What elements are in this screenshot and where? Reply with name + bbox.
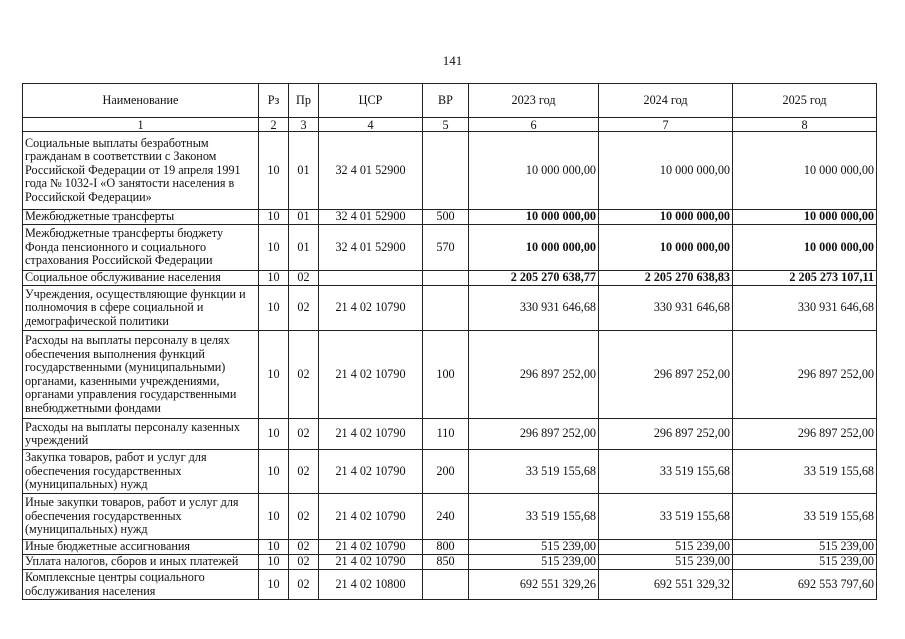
row-csr: 21 4 02 10790 <box>319 286 423 331</box>
row-2025: 692 553 797,60 <box>733 570 877 600</box>
row-rz: 10 <box>259 555 289 570</box>
header-csr: ЦСР <box>319 84 423 118</box>
row-2023: 10 000 000,00 <box>469 225 599 271</box>
row-name: Учреждения, осуществляющие функции и полномочия в сфере социальной и демографической политики <box>23 286 259 331</box>
header-2025: 2025 год <box>733 84 877 118</box>
row-pr: 01 <box>289 132 319 210</box>
row-2023: 296 897 252,00 <box>469 419 599 450</box>
row-rz: 10 <box>259 225 289 271</box>
row-2025: 33 519 155,68 <box>733 494 877 540</box>
row-name: Межбюджетные трансферты бюджету Фонда пенсионного и социального страхования Российской Федерации <box>23 225 259 271</box>
row-rz: 10 <box>259 271 289 286</box>
row-rz: 10 <box>259 540 289 555</box>
row-2024: 515 239,00 <box>599 540 733 555</box>
row-vr <box>423 286 469 331</box>
row-pr: 02 <box>289 286 319 331</box>
row-vr: 240 <box>423 494 469 540</box>
row-name: Расходы на выплаты персоналу казенных учреждений <box>23 419 259 450</box>
row-2025: 515 239,00 <box>733 555 877 570</box>
row-vr: 500 <box>423 210 469 225</box>
page-number: 141 <box>442 53 463 68</box>
row-pr: 02 <box>289 331 319 419</box>
row-name: Уплата налогов, сборов и иных платежей <box>23 555 259 570</box>
header-name: Наименование <box>23 84 259 118</box>
row-vr: 110 <box>423 419 469 450</box>
row-2023: 2 205 270 638,77 <box>469 271 599 286</box>
table-row <box>23 570 877 600</box>
table-row <box>23 555 877 570</box>
row-2025: 330 931 646,68 <box>733 286 877 331</box>
row-vr: 570 <box>423 225 469 271</box>
row-pr: 02 <box>289 419 319 450</box>
column-number: 2 <box>259 118 289 132</box>
row-2023: 33 519 155,68 <box>469 450 599 494</box>
row-2024: 330 931 646,68 <box>599 286 733 331</box>
row-csr: 32 4 01 52900 <box>319 210 423 225</box>
row-rz: 10 <box>259 210 289 225</box>
row-2025: 515 239,00 <box>733 540 877 555</box>
row-2024: 296 897 252,00 <box>599 419 733 450</box>
column-number: 4 <box>319 118 423 132</box>
column-number: 3 <box>289 118 319 132</box>
row-name: Комплексные центры социального обслуживания населения <box>23 570 259 600</box>
table-row <box>23 271 877 286</box>
row-rz: 10 <box>259 286 289 331</box>
row-2024: 10 000 000,00 <box>599 225 733 271</box>
header-rz: Рз <box>259 84 289 118</box>
row-2025: 33 519 155,68 <box>733 450 877 494</box>
row-csr: 21 4 02 10790 <box>319 540 423 555</box>
row-pr: 02 <box>289 540 319 555</box>
row-csr: 21 4 02 10800 <box>319 570 423 600</box>
row-csr: 21 4 02 10790 <box>319 450 423 494</box>
row-vr: 200 <box>423 450 469 494</box>
row-2023: 296 897 252,00 <box>469 331 599 419</box>
row-2023: 515 239,00 <box>469 555 599 570</box>
table-row <box>23 210 877 225</box>
table-row <box>23 132 877 210</box>
table-row <box>23 494 877 540</box>
table-row <box>23 331 877 419</box>
row-csr: 21 4 02 10790 <box>319 555 423 570</box>
row-csr: 32 4 01 52900 <box>319 225 423 271</box>
row-2024: 33 519 155,68 <box>599 494 733 540</box>
row-name: Закупка товаров, работ и услуг для обеспечения государственных (муниципальных) нужд <box>23 450 259 494</box>
row-vr <box>423 570 469 600</box>
row-csr: 21 4 02 10790 <box>319 419 423 450</box>
row-rz: 10 <box>259 331 289 419</box>
column-number: 1 <box>23 118 259 132</box>
row-rz: 10 <box>259 570 289 600</box>
row-csr: 32 4 01 52900 <box>319 132 423 210</box>
row-pr: 02 <box>289 271 319 286</box>
row-name: Социальное обслуживание населения <box>23 271 259 286</box>
row-name: Социальные выплаты безработным гражданам в соответствии с Законом Российской Федерации от 19 апреля 1991 года № 1032-I «О занятости населения в Российской Федерации» <box>23 132 259 210</box>
row-rz: 10 <box>259 450 289 494</box>
row-vr <box>423 132 469 210</box>
table-row <box>23 540 877 555</box>
row-2025: 10 000 000,00 <box>733 132 877 210</box>
row-2023: 515 239,00 <box>469 540 599 555</box>
row-pr: 01 <box>289 210 319 225</box>
row-2023: 692 551 329,26 <box>469 570 599 600</box>
row-2024: 2 205 270 638,83 <box>599 271 733 286</box>
column-number: 5 <box>423 118 469 132</box>
table-row <box>23 286 877 331</box>
row-2025: 10 000 000,00 <box>733 210 877 225</box>
row-2025: 296 897 252,00 <box>733 331 877 419</box>
row-rz: 10 <box>259 419 289 450</box>
row-csr <box>319 271 423 286</box>
row-2024: 296 897 252,00 <box>599 331 733 419</box>
row-csr: 21 4 02 10790 <box>319 331 423 419</box>
row-2023: 10 000 000,00 <box>469 210 599 225</box>
column-number: 6 <box>469 118 599 132</box>
row-vr <box>423 271 469 286</box>
table-row <box>23 450 877 494</box>
row-vr: 100 <box>423 331 469 419</box>
header-2024: 2024 год <box>599 84 733 118</box>
row-2024: 692 551 329,32 <box>599 570 733 600</box>
column-number: 8 <box>733 118 877 132</box>
row-pr: 01 <box>289 225 319 271</box>
row-name: Иные закупки товаров, работ и услуг для обеспечения государственных (муниципальных) нужд <box>23 494 259 540</box>
row-2023: 10 000 000,00 <box>469 132 599 210</box>
row-vr: 850 <box>423 555 469 570</box>
row-pr: 02 <box>289 494 319 540</box>
row-2023: 330 931 646,68 <box>469 286 599 331</box>
row-2024: 515 239,00 <box>599 555 733 570</box>
row-2024: 33 519 155,68 <box>599 450 733 494</box>
row-2025: 10 000 000,00 <box>733 225 877 271</box>
row-name: Межбюджетные трансферты <box>23 210 259 225</box>
row-name: Иные бюджетные ассигнования <box>23 540 259 555</box>
row-pr: 02 <box>289 570 319 600</box>
row-pr: 02 <box>289 450 319 494</box>
header-pr: Пр <box>289 84 319 118</box>
row-2023: 33 519 155,68 <box>469 494 599 540</box>
row-vr: 800 <box>423 540 469 555</box>
column-number: 7 <box>599 118 733 132</box>
row-2024: 10 000 000,00 <box>599 132 733 210</box>
table-row <box>23 419 877 450</box>
header-2023: 2023 год <box>469 84 599 118</box>
row-csr: 21 4 02 10790 <box>319 494 423 540</box>
row-2025: 2 205 273 107,11 <box>733 271 877 286</box>
row-rz: 10 <box>259 494 289 540</box>
row-rz: 10 <box>259 132 289 210</box>
budget-table <box>22 83 877 600</box>
column-number-row <box>23 118 877 132</box>
row-2024: 10 000 000,00 <box>599 210 733 225</box>
row-name: Расходы на выплаты персоналу в целях обеспечения выполнения функций государственными (муниципальными) органами, казенными учреждениями, органами управления государственными внебюджетными фондами <box>23 331 259 419</box>
header-vr: ВР <box>423 84 469 118</box>
table-row <box>23 225 877 271</box>
row-pr: 02 <box>289 555 319 570</box>
row-2025: 296 897 252,00 <box>733 419 877 450</box>
header-row <box>23 84 877 118</box>
